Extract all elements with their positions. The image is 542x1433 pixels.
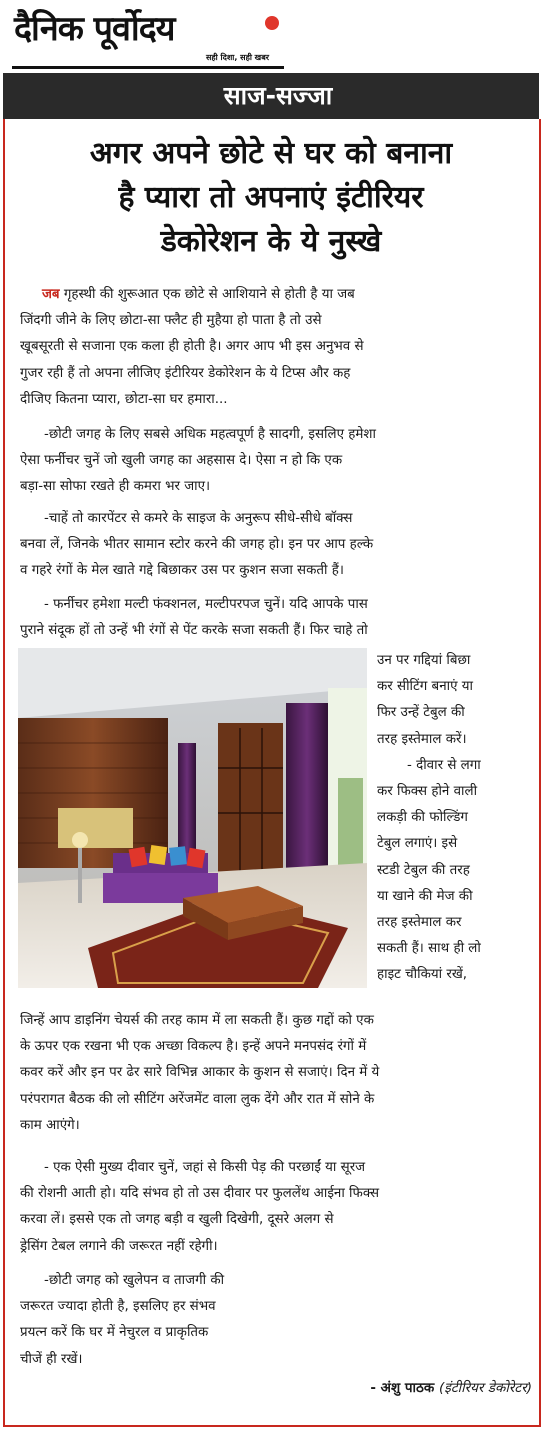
intro-line: जिंदगी जीने के लिए छोटा-सा फ्लैट ही मुहैया हो पाता है तो उसे [20,313,322,329]
section-label: साज-सज्जा [223,81,333,110]
intro-paragraph [20,282,520,413]
tip-paragraph [20,592,520,644]
tip-line: के ऊपर एक रखना भी एक अच्छा विकल्प है। इन्हें अपने मनपसंद रंगों में [20,1039,367,1055]
tip-line: -छोटी जगह के लिए सबसे अधिक महत्वपूर्ण है सादगी, इसलिए हमेशा [44,427,376,442]
tip-paragraph [20,1008,520,1139]
intro-line: गृहस्थी की शुरूआत एक छोटे से आशियाने से होती है या जब [63,287,355,302]
masthead-rule [12,66,284,69]
side-line: स्टडी टेबुल की तरह [377,862,470,878]
tip-paragraph [20,1268,350,1373]
tip-paragraph [20,422,520,501]
headline-line: डेकोरेशन के ये नुस्खे [160,224,382,259]
side-line: तरह इस्तेमाल कर [377,915,462,931]
tip-line: - एक ऐसी मुख्य दीवार चुनें, जहां से किसी पेड़ की परछाईं या सूरज [44,1160,366,1175]
tip-line: बनवा लें, जिनके भीतर सामान स्टोर करने की जगह हो। इन पर आप हल्के [20,537,374,553]
tip-line: प्रयत्न करें कि घर में नेचुरल व प्राकृतिक [20,1325,209,1341]
logo-dot-icon [265,16,279,30]
masthead-tagline: सही दिशा, सही खबर [206,53,270,62]
tip-line: पुराने संदूक हों तो उन्हें भी रंगों से पेंट करके सजा सकती हैं। फिर चाहे तो [20,623,368,639]
byline-name: - अंशु पाठक [370,1380,435,1396]
tip-line: ड्रेसिंग टेबल लगाने की जरूरत नहीं रहेगी। [20,1238,218,1254]
tip-line: बड़ा-सा सोफा रखते ही कमरा भर जाए। [20,479,211,495]
tip-paragraph [20,506,520,585]
tip-line: चीजें ही रखें। [20,1351,83,1367]
tip-line: -छोटी जगह को खुलेपन व ताजगी की [44,1273,225,1288]
byline [286,1378,532,1396]
tip-line: जरूरत ज्यादा होती है, इसलिए हर संभव [20,1299,216,1315]
tip-paragraph [20,1155,520,1260]
side-line: कर सीटिंग बनाएं या [377,679,473,695]
tip-line: - फर्नीचर हमेशा मल्टी फंक्शनल, मल्टीपरपज चुनें। यदि आपके पास [44,597,368,612]
tip-line: जिन्हें आप डाइनिंग चेयर्स की तरह काम में ला सकती हैं। कुछ गद्दों को एक [20,1013,374,1028]
tip-line: -चाहें तो कारपेंटर से कमरे के साइज के अनुरूप सीधे-सीधे बॉक्स [44,511,353,526]
intro-line: गुजर रही हैं तो अपना लीजिए इंटीरियर डेकोरेशन के ये टिप्स और कह [20,365,351,381]
headline-line: अगर अपने छोटे से घर को बनाना [89,136,453,171]
side-line: - दीवार से लगा [407,757,481,773]
side-column [377,648,535,989]
side-line: हाइट चौकियां रखें, [377,967,468,983]
tip-line: काम आएंगे। [20,1117,80,1133]
tip-line: कवर करें और इन पर ढेर सारे विभिन्न आकार के कुशन से सजाएं। दिन में ये [20,1065,380,1081]
section-bar [3,73,539,119]
intro-line: दीजिए कितना प्यारा, छोटा-सा घर हमारा... [20,391,228,407]
tip-line: की रोशनी आती हो। यदि संभव हो तो उस दीवार पर फुललेंथ आईना फिक्स [20,1186,380,1202]
article-headline [10,132,532,264]
intro-line: खूबसूरती से सजाना एक कला ही होती है। अगर आप भी इस अनुभव से [20,339,364,355]
masthead [10,4,290,72]
masthead-name: दैनिक पूर्वोदय [14,9,175,49]
side-line: फिर उन्हें टेबुल की [377,705,465,721]
tip-line: व गहरे रंगों के मेल खाते गद्दे बिछाकर उस पर कुशन सजा सकती हैं। [20,563,344,579]
headline-line: है प्यारा तो अपनाएं इंटीरियर [118,180,424,215]
tip-line: परंपरागत बैठक की लो सीटिंग अरेंजमेंट वाला लुक देंगे और रात में सोने के [20,1091,375,1107]
side-line: सकती हैं। साथ ही लो [377,941,481,957]
byline-role: (इंटीरियर डेकोरेटर) [438,1380,532,1396]
side-line: तरह इस्तेमाल करें। [377,731,467,747]
side-line: टेबुल लगाएं। इसे [377,836,458,852]
interior-room-photo [18,648,367,988]
side-line: कर फिक्स होने वाली [377,784,478,800]
drop-word: जब [42,287,60,302]
tip-line: ऐसा फर्नीचर चुनें जो खुली जगह का अहसास दे। ऐसा न हो कि एक [20,453,343,469]
side-line: लकड़ी की फोल्डिंग [377,810,468,826]
side-line: या खाने की मेज की [377,888,473,904]
side-line: उन पर गद्दियां बिछा [377,653,471,668]
tip-line: करवा लें। इससे एक तो जगह बड़ी व खुली दिखेगी, दूसरे अलग से [20,1212,334,1228]
